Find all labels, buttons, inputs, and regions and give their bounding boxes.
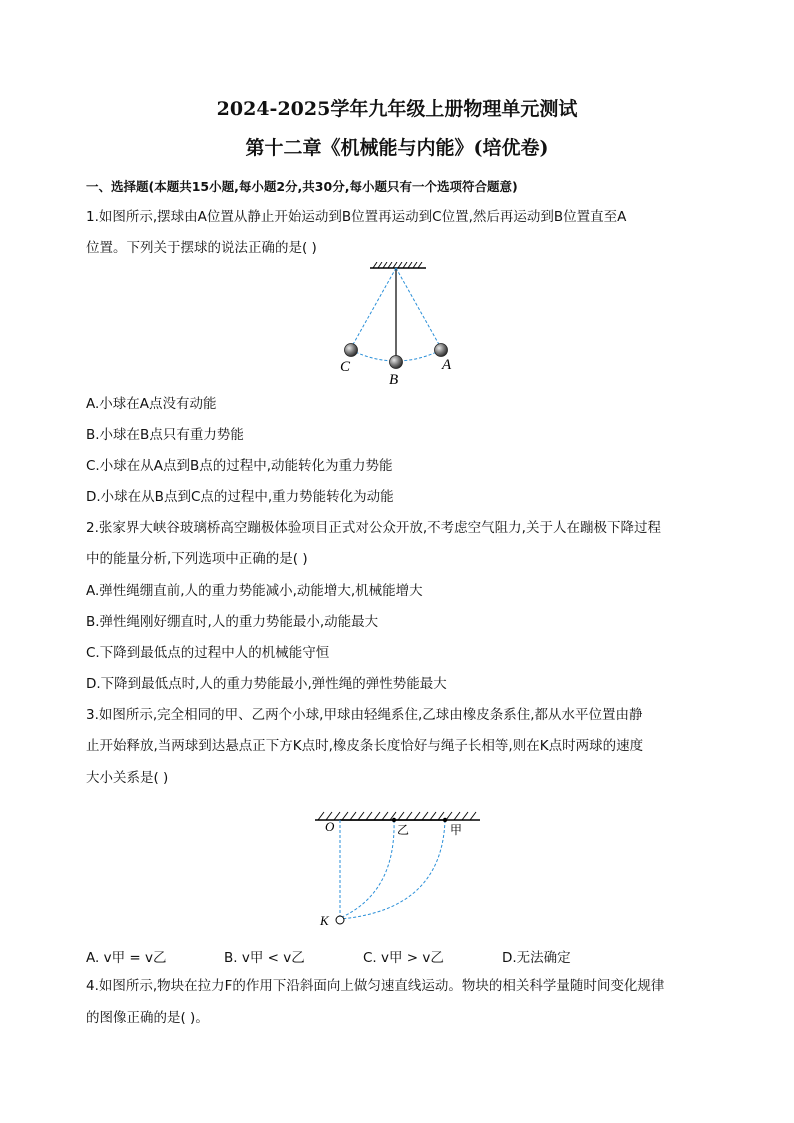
q3-option-a[interactable]: A. v甲 = v乙 — [86, 950, 167, 966]
q1-stem-line2: 位置。下列关于摆球的说法正确的是( ) — [86, 240, 317, 256]
label-jia: 甲 — [450, 823, 463, 837]
q3-option-c[interactable]: C. v甲 > v乙 — [363, 950, 444, 966]
chapter-title: 第十二章《机械能与内能》(培优卷) — [245, 137, 549, 159]
ball-yi — [392, 818, 396, 822]
ball-k — [336, 916, 344, 924]
q1-option-b[interactable]: B.小球在B点只有重力势能 — [86, 427, 244, 443]
exam-title: 2024-2025学年九年级上册物理单元测试 — [216, 98, 578, 120]
label-o: O — [325, 819, 335, 834]
label-a: A — [442, 357, 452, 373]
ball-b — [390, 356, 403, 369]
q1-option-a[interactable]: A.小球在A点没有动能 — [86, 396, 217, 412]
ceiling-hatch — [373, 262, 422, 268]
label-k: K — [320, 913, 329, 928]
q2-stem-line2: 中的能量分析,下列选项中正确的是( ) — [86, 551, 308, 567]
label-b: B — [389, 372, 399, 387]
section-heading: 一、选择题(本题共15小题,每小题2分,共30分,每小题只有一个选项符合题意) — [86, 179, 518, 194]
q1-stem-line1: 1.如图所示,摆球由A位置从静止开始运动到B位置再运动到C位置,然后再运动到B位置直至A — [86, 209, 627, 225]
q2-option-d[interactable]: D.下降到最低点时,人的重力势能最小,弹性绳的弹性势能最大 — [86, 676, 447, 692]
ball-jia — [443, 818, 447, 822]
q4-stem-line2: 的图像正确的是( )。 — [86, 1010, 209, 1026]
q2-option-a[interactable]: A.弹性绳绷直前,人的重力势能减小,动能增大,机械能增大 — [86, 583, 423, 599]
label-c: C — [340, 359, 351, 375]
beam-hatch — [318, 812, 476, 820]
ball-a — [435, 344, 448, 357]
pendulum-string-a — [396, 268, 441, 348]
q3-stem-line1: 3.如图所示,完全相同的甲、乙两个小球,甲球由轻绳系住,乙球由橡皮条系住,都从水平位置由静 — [86, 707, 643, 723]
q2-option-b[interactable]: B.弹性绳刚好绷直时,人的重力势能最小,动能最大 — [86, 614, 379, 630]
path-jia — [340, 820, 445, 919]
q3-stem-line3: 大小关系是( ) — [86, 770, 169, 786]
path-yi — [340, 820, 394, 918]
two-ball-figure — [310, 798, 490, 934]
ball-c — [345, 344, 358, 357]
q1-option-c[interactable]: C.小球在从A点到B点的过程中,动能转化为重力势能 — [86, 458, 393, 474]
q2-stem-line1: 2.张家界大峡谷玻璃桥高空蹦极体验项目正式对公众开放,不考虑空气阻力,关于人在蹦极下降过程 — [86, 520, 661, 536]
pendulum-string-c — [351, 268, 396, 348]
label-yi: 乙 — [397, 823, 410, 837]
q4-stem-line1: 4.如图所示,物块在拉力F的作用下沿斜面向上做匀速直线运动。物块的相关科学量随时间变化规律 — [86, 978, 665, 994]
q3-option-b[interactable]: B. v甲 < v乙 — [224, 950, 305, 966]
q3-stem-line2: 止开始释放,当两球到达悬点正下方K点时,橡皮条长度恰好与绳子长相等,则在K点时两球的速度 — [86, 738, 644, 754]
q2-option-c[interactable]: C.下降到最低点的过程中人的机械能守恒 — [86, 645, 330, 661]
q3-option-d[interactable]: D.无法确定 — [502, 950, 571, 966]
q1-option-d[interactable]: D.小球在从B点到C点的过程中,重力势能转化为动能 — [86, 489, 394, 505]
pendulum-figure — [330, 262, 460, 387]
